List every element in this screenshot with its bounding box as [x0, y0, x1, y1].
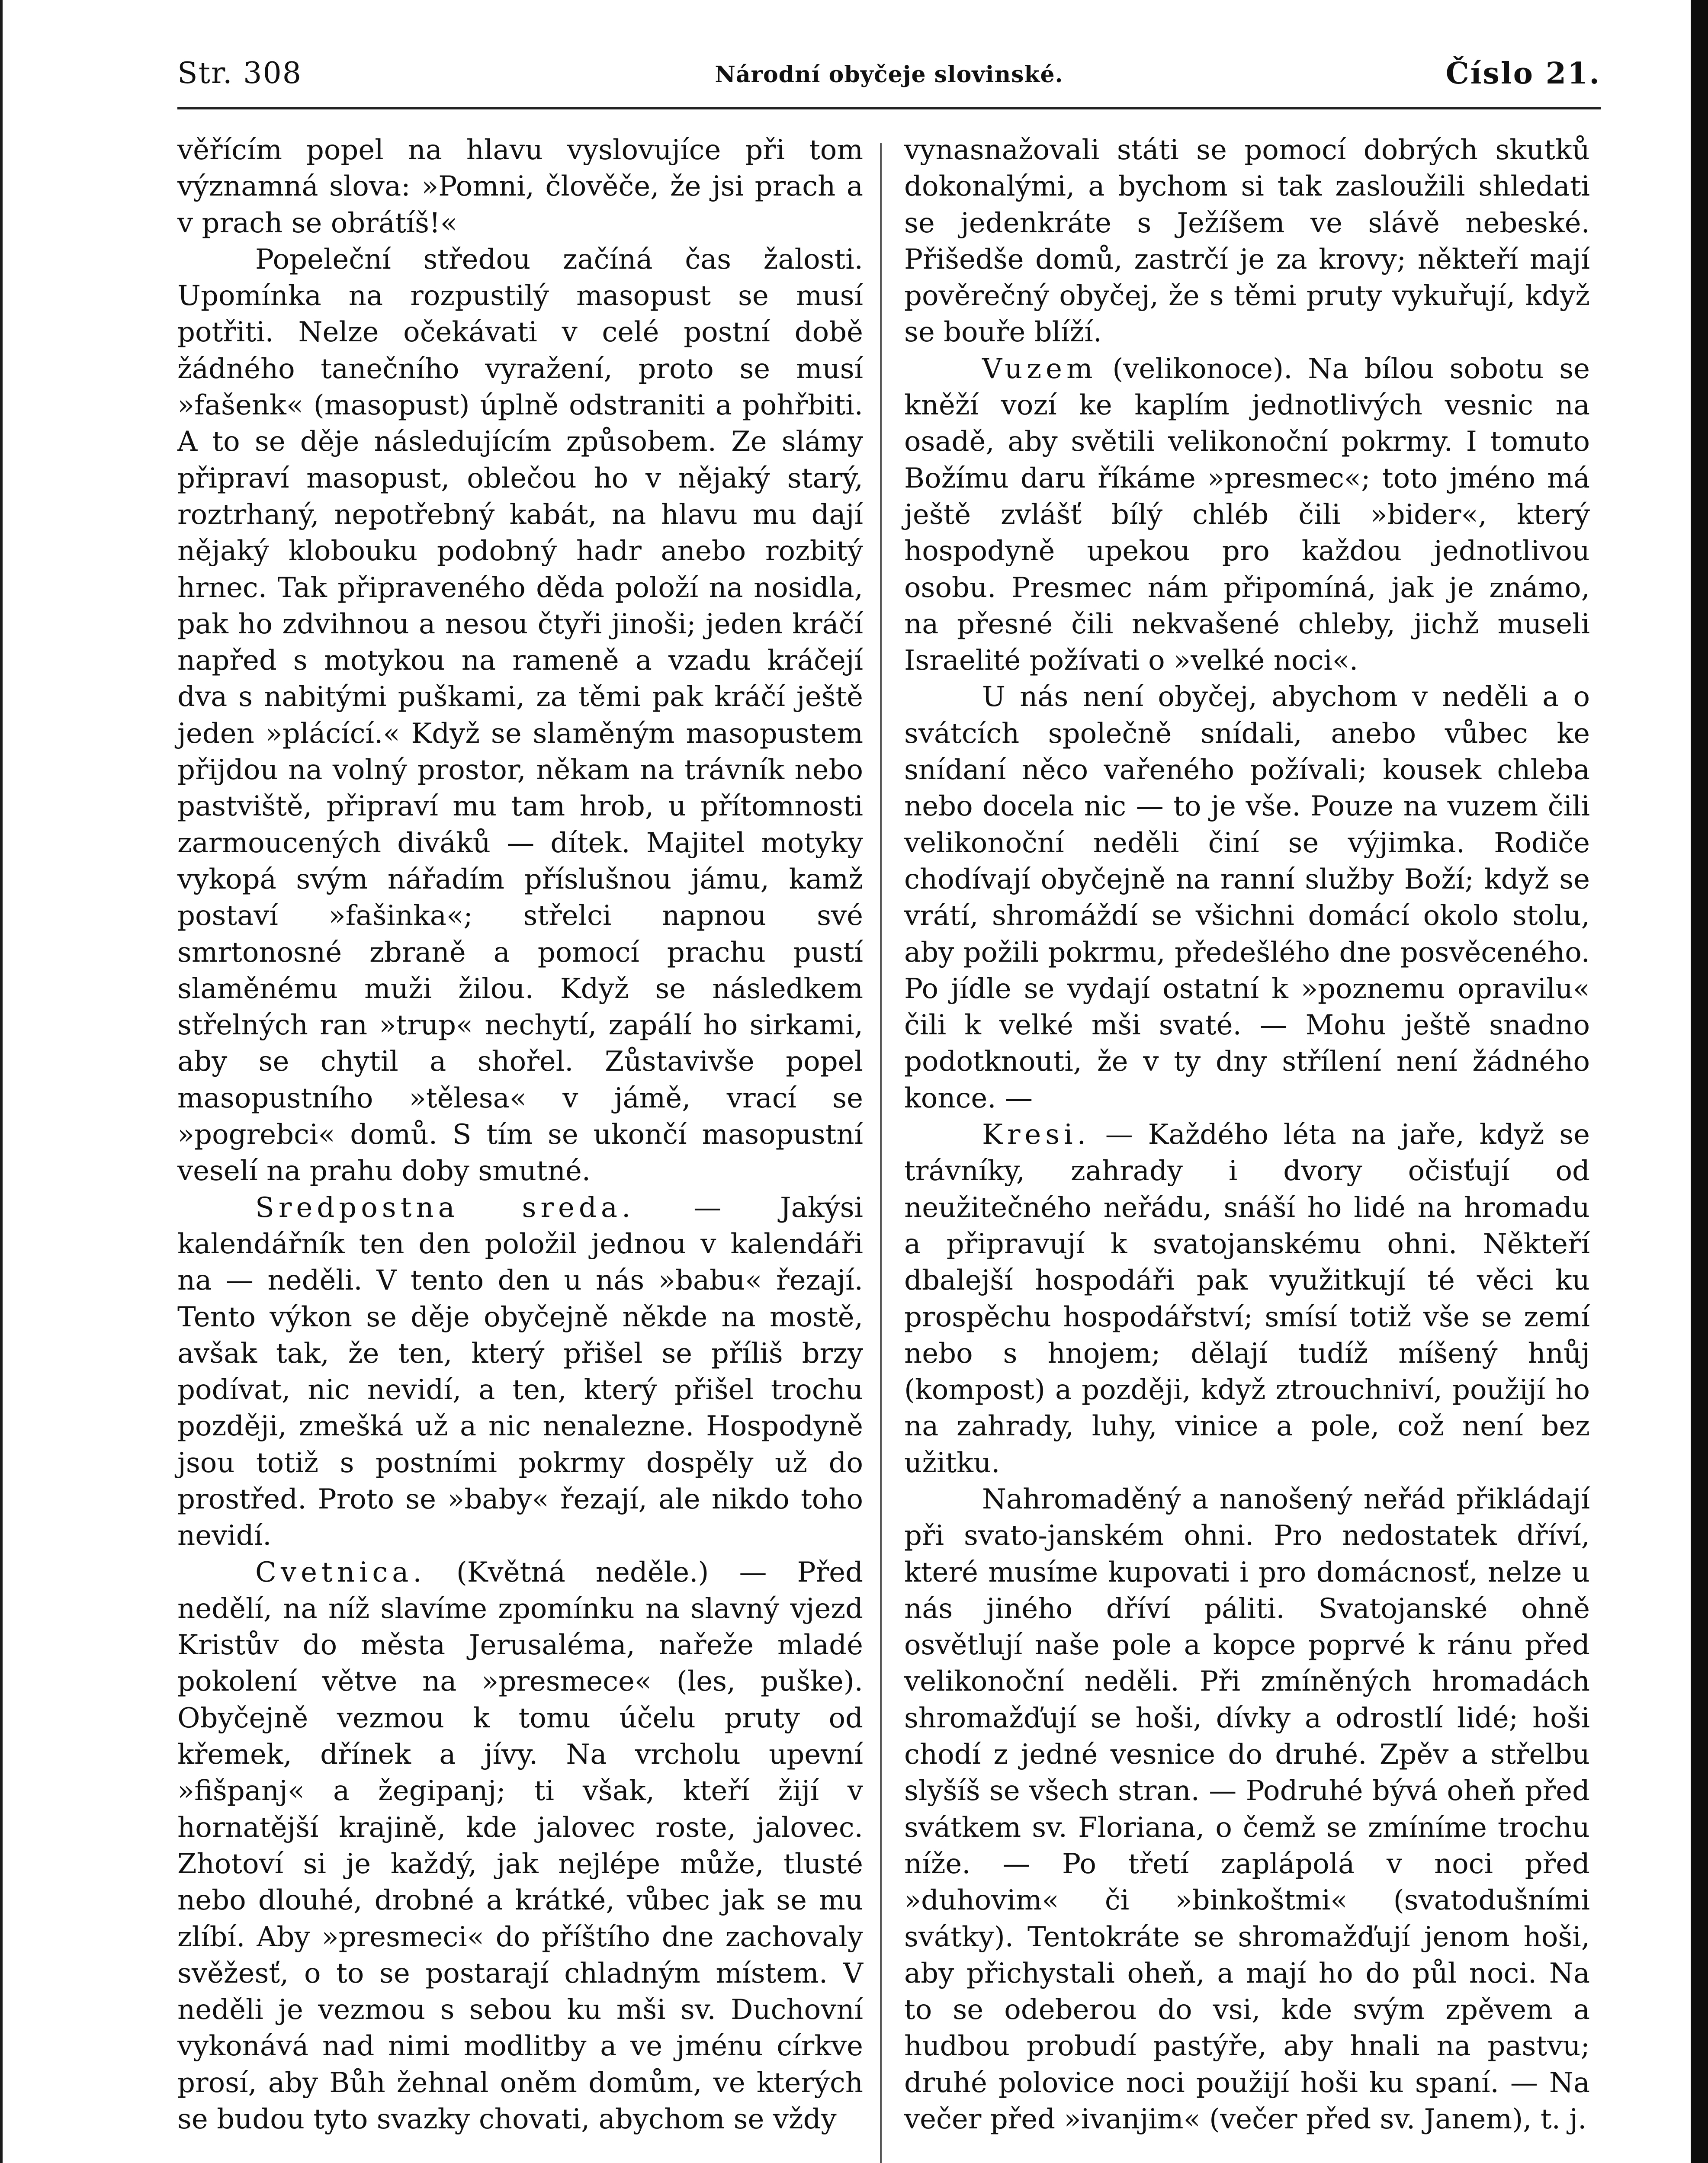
- paragraph: [904, 132, 1590, 351]
- paragraph-text: — Jakýsi kalendářník ten den položil jednou v kalendáři na — neděli. V tento den u nás »babu« řezají. Tento výkon se děje obyčejně někde na mostě, avšak tak, že ten, který přišel se příliš brzy podívat, nic nevidí, a ten, který přišel trochu později, zmešká už a nic nenalezne. Hospodyně jsou totiž s postními pokrmy dospěly už do prostřed. Proto se »baby« řezají, ale nikdo toho nevidí.: [177, 1191, 863, 1552]
- running-header: [177, 52, 1601, 104]
- column-divider: [880, 143, 882, 2163]
- paragraph-text: Popeleční středou začíná čas žalosti. Upomínka na rozpustilý masopust se musí potřiti. Nelze očekávati v celé postní době žádného tanečního vyražení, proto se musí »fašenk« (masopust) úplně odstraniti a pohřbiti. A to se děje následujícím způsobem. Ze slámy připraví masopust, oblečou ho v nějaký starý, roztrhaný, nepotřebný kabát, na hlavu mu dají nějaký klobouku podobný hadr anebo rozbitý hrnec. Tak připraveného děda položí na nosidla, pak ho zdvihnou a nesou čtyři jinoši; jeden kráčí napřed s motykou na rameně a vzadu kráčejí dva s nabitými puškami, za těmi pak kráčí ještě jeden »plácící.« Když se slaměným masopustem přijdou na volný prostor, někam na trávník nebo pastviště, připraví mu tam hrob, u přítomnosti zarmoucených diváků — dítek. Majitel motyky vykopá svým nářadím příslušnou jámu, kamž postaví »fašinka«; střelci napnou své smrtonosné zbraně a pomocí prachu pustí slaměnému muži žilou. Když se následkem střelných ran »trup« nechytí, zapálí ho sirkami, aby se chytil a shořel. Zůstavivše popel masopustního »tělesa« v jámě, vrací se »pogrebci« domů. S tím se ukončí masopustní veselí na prahu doby smutné.: [177, 243, 863, 1187]
- paragraph: [177, 132, 863, 241]
- header-rule: [177, 107, 1601, 109]
- section-lead: Kresi.: [982, 1119, 1090, 1151]
- paragraph-text: — Každého léta na jaře, když se trávníky, zahrady i dvory očisťují od neužitečného neřádu, snáší ho lidé na hromadu a připravují k svatojanskému ohni. Někteří dbalejší hospodáři pak využitkují té věci ku prospěchu hospodářství; smísí totiž vše se zemí nebo s hnojem; dělají tudíž míšený hnůj (kompost) a později, když ztrouchniví, použijí ho na zahrady, luhy, vinice a pole, což není bez užitku.: [904, 1119, 1590, 1479]
- paragraph: [177, 1554, 863, 2138]
- paragraph-text: vynasnažovali státi se pomocí dobrých skutků dokonalými, a bychom si tak zasloužili shledati se jedenkráte s Ježíšem ve slávě nebeské. Přišedše domů, zastrčí je za krovy; někteří mají pověrečný obyčej, že s těmi pruty vykuřují, když se bouře blíží.: [904, 134, 1590, 349]
- scan-edge-left: [0, 0, 3, 2163]
- page-number: Str. 308: [177, 56, 302, 90]
- paragraph-text: (velikonoce). Na bílou sobotu se kněží vozí ke kaplím jednotlivých vesnic na osadě, aby světili velikonoční pokrmy. I tomuto Božímu daru říkáme »presmec«; toto jméno má ještě zvlášť bílý chléb čili »bider«, který hospodyně upekou pro každou jednotlivou osobu. Presmec nám připomíná, jak je známo, na přesné čili nekvašené chleby, jichž museli Israelité požívati o »velké noci«.: [904, 353, 1590, 677]
- paragraph-text: věřícím popel na hlavu vyslovujíce při tom významná slova: »Pomni, člověče, že jsi prach a v prach se obrátíš!«: [177, 134, 863, 239]
- paragraph-text: (Květná neděle.) — Před nedělí, na níž slavíme zpomínku na slavný vjezd Kristův do města Jerusaléma, nařeže mladé pokolení větve na »presmece« (les, puške). Obyčejně vezmou k tomu účelu pruty od křemek, dřínek a jívy. Na vrcholu upevní »fišpanj« a žegipanj; ti však, kteří žijí v hornatější krajině, kde jalovec roste, jalovec. Zhotoví si je každý, jak nejlépe může, tlusté nebo dlouhé, drobné a krátké, vůbec jak se mu zlíbí. Aby »presmeci« do příštího dne zachovaly svěžesť, o to se postarají chladným místem. V neděli je vezmou s sebou ku mši sv. Duchovní vykonává nad nimi modlitby a ve jménu církve prosí, aby Bůh žehnal oněm domům, ve kterých se budou tyto svazky chovati, abychom se vždy: [177, 1556, 863, 2136]
- section-lead: Cvetnica.: [255, 1556, 426, 1589]
- paragraph: [904, 1117, 1590, 1481]
- section-lead: Vuzem: [982, 353, 1097, 385]
- paragraph: [904, 679, 1590, 1117]
- left-column: [177, 132, 863, 2137]
- paragraph-text: Nahromaděný a nanošený neřád přikládají při svato-janském ohni. Pro nedostatek dříví, které musíme kupovati i pro domácnosť, nelze u nás jiného dříví páliti. Svatojanské ohně osvětlují naše pole a kopce poprvé k ránu před velikonoční neděli. Při zmíněných hromadách shromažďují se hoši, dívky a odrostlí lidé; hoši chodí z jedné vesnice do druhé. Zpěv a střelbu slyšíš se všech stran. — Podruhé bývá oheň před svátkem sv. Floriana, o čemž se zmíníme trochu níže. — Po třetí zaplápolá v noci před »duhovim« či »binkoštmi« (svatodušními svátky). Tentokráte se shromažďují jenom hoši, aby přichystali oheň, a mají ho do půl noci. Na to se odeberou do vsi, kde svým zpěvem a hudbou probudí pastýře, aby hnali na pastvu; druhé polovice noci použijí hoši ku spaní. — Na večer před »ivanjim« (večer před sv. Janem), t. j.: [904, 1483, 1590, 2136]
- running-title: Národní obyčeje slovinské.: [715, 61, 1063, 88]
- paragraph: [904, 351, 1590, 679]
- paragraph: [177, 241, 863, 1190]
- section-lead: Sredpostna sreda.: [255, 1191, 635, 1224]
- paragraph: [904, 1481, 1590, 2137]
- scan-edge-right: [1691, 0, 1708, 2163]
- paragraph-text: U nás není obyčej, abychom v neděli a o svátcích společně snídali, anebo vůbec ke snídaní něco vařeného požívali; kousek chleba nebo docela nic — to je vše. Pouze na vuzem čili velikonoční neděli činí se výjimka. Rodiče chodívají obyčejně na ranní služby Boží; když se vrátí, shromáždí se všichni domácí okolo stolu, aby požili pokrmu, předešlého dne posvěceného. Po jídle se vydají ostatní k »poznemu opravilu« čili k velké mši svaté. — Mohu ještě snadno podotknouti, že v ty dny střílení není žádného konce. —: [904, 681, 1590, 1114]
- right-column: [904, 132, 1590, 2137]
- paragraph: [177, 1190, 863, 1554]
- issue-number: Číslo 21.: [1445, 56, 1601, 91]
